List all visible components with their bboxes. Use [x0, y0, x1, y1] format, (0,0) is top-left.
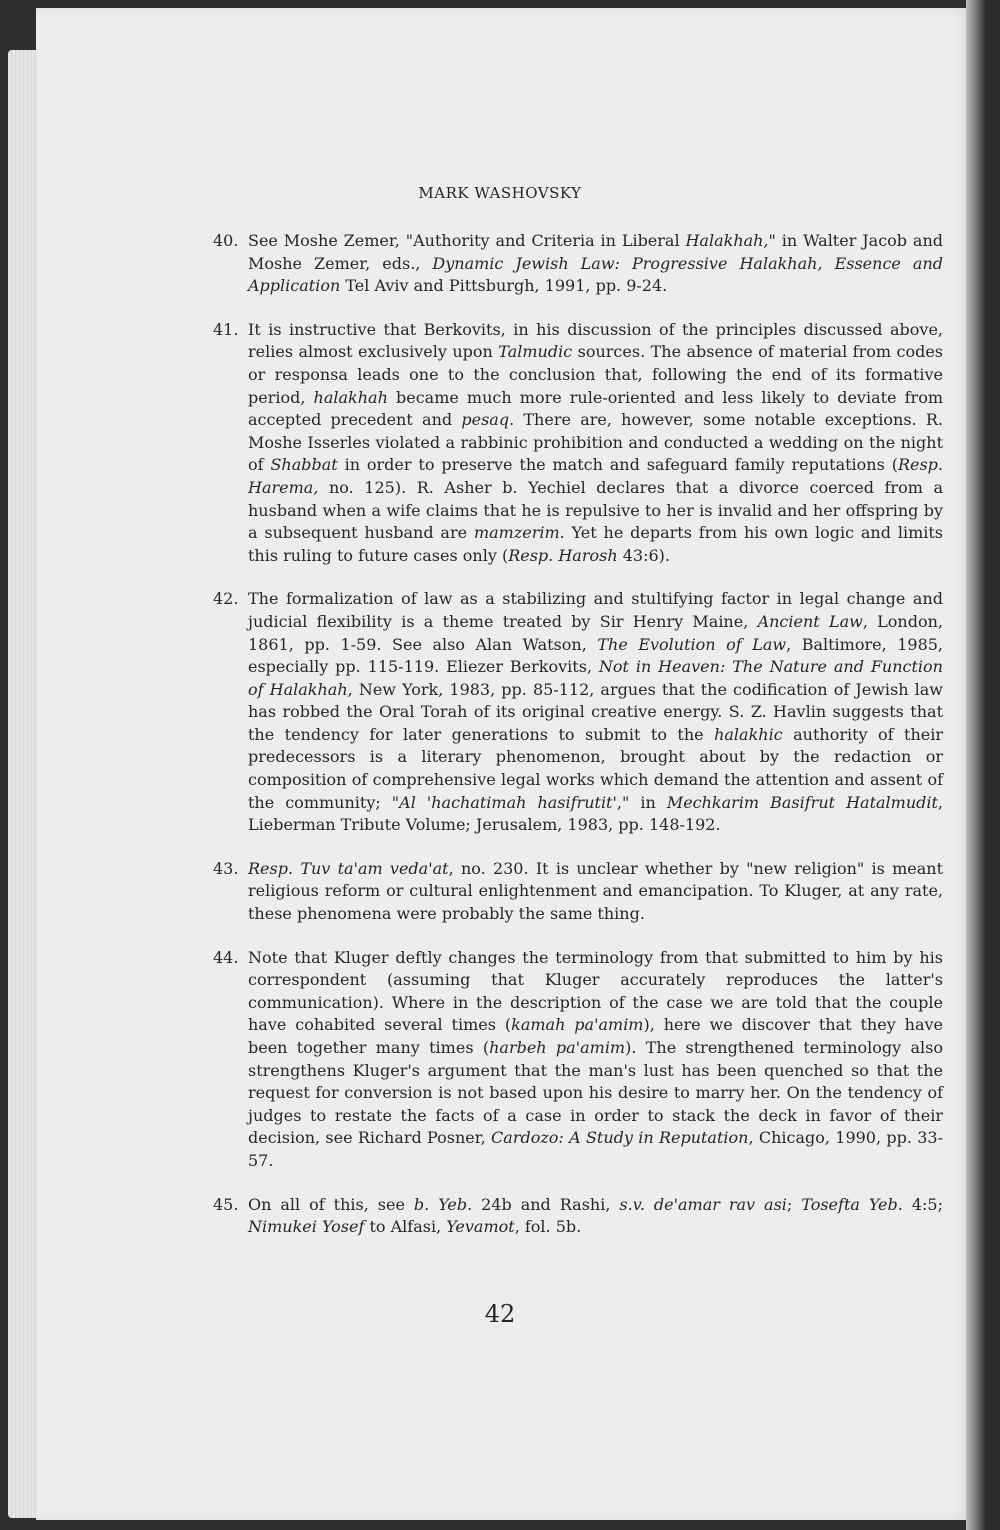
italic-run: kamah pa'amim: [511, 1015, 644, 1035]
italic-run: halakhah: [313, 387, 388, 407]
text-run: authority of their predecessors is a literary phenomenon, brought about by the redaction or composition of comprehensive legal works which demand the attention and assent of the community; ": [248, 724, 943, 812]
italic-run: The Evolution of Law: [597, 634, 787, 654]
italic-run: Nimukei Yosef: [248, 1217, 365, 1237]
text-run: ;: [786, 1194, 802, 1214]
italic-run: Tosefta Yeb.: [801, 1194, 903, 1214]
text-run: It is instructive that Berkovits, in his discussion of the principles discussed above, relies almost exclusively upon: [248, 319, 943, 362]
text-run: 43:6).: [617, 545, 670, 565]
text-run: , Chicago, 1990, pp. 33-57.: [248, 1128, 944, 1170]
italic-run: mamzerim: [473, 523, 560, 543]
text-run: Tel Aviv and Pittsburgh, 1991, pp. 9-24.: [340, 276, 668, 296]
endnote-number: 43.: [213, 858, 239, 878]
endnote-text: [248, 319, 943, 568]
page-number: 42: [484, 1300, 516, 1328]
text-run: " in Walter Jacob and Moshe Zemer, eds.,: [248, 231, 943, 273]
text-run: Note that Kluger deftly changes the terminology from that submitted to him by his correspondent (assuming that Kluger accurately reproduces the latter's communication). Where in the description of the case we are told that the couple have cohabited several times (: [248, 947, 943, 1035]
endnote-number: 44.: [213, 947, 239, 967]
endnote: [213, 230, 943, 298]
running-head: MARK WASHOVSKY: [418, 184, 582, 202]
italic-run: Resp. Harosh: [508, 545, 618, 565]
italic-run: s.v. de'amar rav asi: [619, 1194, 787, 1214]
italic-run: Resp. Tuv ta'am veda'at: [248, 858, 449, 878]
text-run: to Alfasi,: [364, 1217, 447, 1237]
text-run: ," in: [616, 792, 667, 812]
text-run: in order to preserve the match and safeguard family reputations (: [337, 455, 898, 475]
text-run: , London, 1861, pp. 1-59. See also Alan Watson,: [248, 611, 944, 654]
italic-run: Shabbat: [270, 455, 338, 475]
endnote-text: [248, 858, 943, 926]
italic-run: harbeh pa'amim: [489, 1038, 626, 1057]
text-run: See Moshe Zemer, "Authority and Criteria in Liberal: [248, 231, 686, 250]
text-run: , fol. 5b.: [514, 1217, 582, 1237]
endnote-number: 42.: [213, 589, 239, 609]
text-run: ), here we discover that they have been together many times (: [248, 1015, 944, 1057]
italic-run: Yevamot: [446, 1217, 515, 1237]
italic-run: Mechkarim Basifrut Hatalmudit: [666, 792, 938, 812]
endnotes-list: [213, 230, 943, 1260]
text-run: The formalization of law as a stabilizing and stultifying factor in legal change and judicial flexibility is a theme treated by Sir Henry Maine,: [248, 589, 943, 631]
endnote: [213, 588, 943, 837]
italic-run: halakhic: [714, 724, 783, 744]
endnote-text: [248, 230, 943, 298]
endnote-number: 45.: [213, 1194, 239, 1214]
endnote: [213, 1194, 943, 1239]
endnote: [213, 858, 943, 926]
italic-run: Dynamic Jewish Law: Progressive Halakhah, Essence and Application: [248, 253, 943, 296]
text-run: ). The strengthened terminology also strengthens Kluger's argument that the man's lust has been quenched so that the request for conversion is not based upon his desire to marry her. On the tendency of judges to restate the facts of a case in order to stack the deck in favor of their decision, see Richard Posner,: [248, 1038, 943, 1148]
text-run: 24b and Rashi,: [472, 1194, 620, 1214]
endnote: [213, 947, 943, 1173]
italic-run: b. Yeb.: [413, 1194, 473, 1214]
endnote-text: [248, 1194, 943, 1239]
text-run: , no. 230. It is unclear whether by "new religion" is meant religious reform or cultural enlightenment and emancipation. To Kluger, at any rate, these phenomena were probably the same thing.: [248, 858, 944, 924]
italic-run: Halakhah,: [685, 231, 769, 250]
text-run: no. 125). R. Asher b. Yechiel declares that a divorce coerced from a husband when a wife claims that he is repulsive to her is invalid and her offspring by a subsequent husband are: [248, 477, 943, 543]
text-run: . Yet he departs from his own logic and limits this ruling to future cases only (: [248, 523, 943, 565]
endnote-number: 40.: [213, 231, 239, 250]
text-run: 4:5;: [902, 1194, 943, 1214]
italic-run: Al 'hachatimah hasifrutit': [399, 792, 617, 812]
text-run: . There are, however, some notable exceptions. R. Moshe Isserles violated a rabbinic prohibition and conducted a wedding on the night of: [248, 410, 944, 475]
text-run: , Baltimore, 1985, especially pp. 115-119. Eliezer Berkovits,: [248, 634, 944, 677]
text-run: , New York, 1983, pp. 85-112, argues that the codification of Jewish law has robbed the Oral Torah of its original creative energy. S. Z. Havlin suggests that the tendency for later generations to submit to the: [248, 679, 943, 744]
italic-run: Resp. Harema,: [248, 455, 943, 497]
text-run: On all of this, see: [248, 1194, 414, 1214]
endnote: [213, 319, 943, 568]
endnote-number: 41.: [213, 319, 239, 339]
italic-run: Ancient Law: [757, 611, 863, 631]
text-run: , Lieberman Tribute Volume; Jerusalem, 1983, pp. 148-192.: [248, 792, 944, 835]
endnote-text: [248, 947, 943, 1173]
italic-run: pesaq: [461, 410, 510, 430]
endnote-text: [248, 588, 943, 837]
text-run: became much more rule-oriented and less likely to deviate from accepted precedent and: [248, 387, 943, 430]
italic-run: Talmudic: [498, 342, 573, 362]
italic-run: Not in Heaven: The Nature and Function of Halakhah: [248, 657, 943, 699]
text-run: sources. The absence of material from codes or responsa leads one to the conclusion that, following the end of its formative period,: [248, 342, 943, 407]
italic-run: Cardozo: A Study in Reputation: [491, 1128, 749, 1148]
